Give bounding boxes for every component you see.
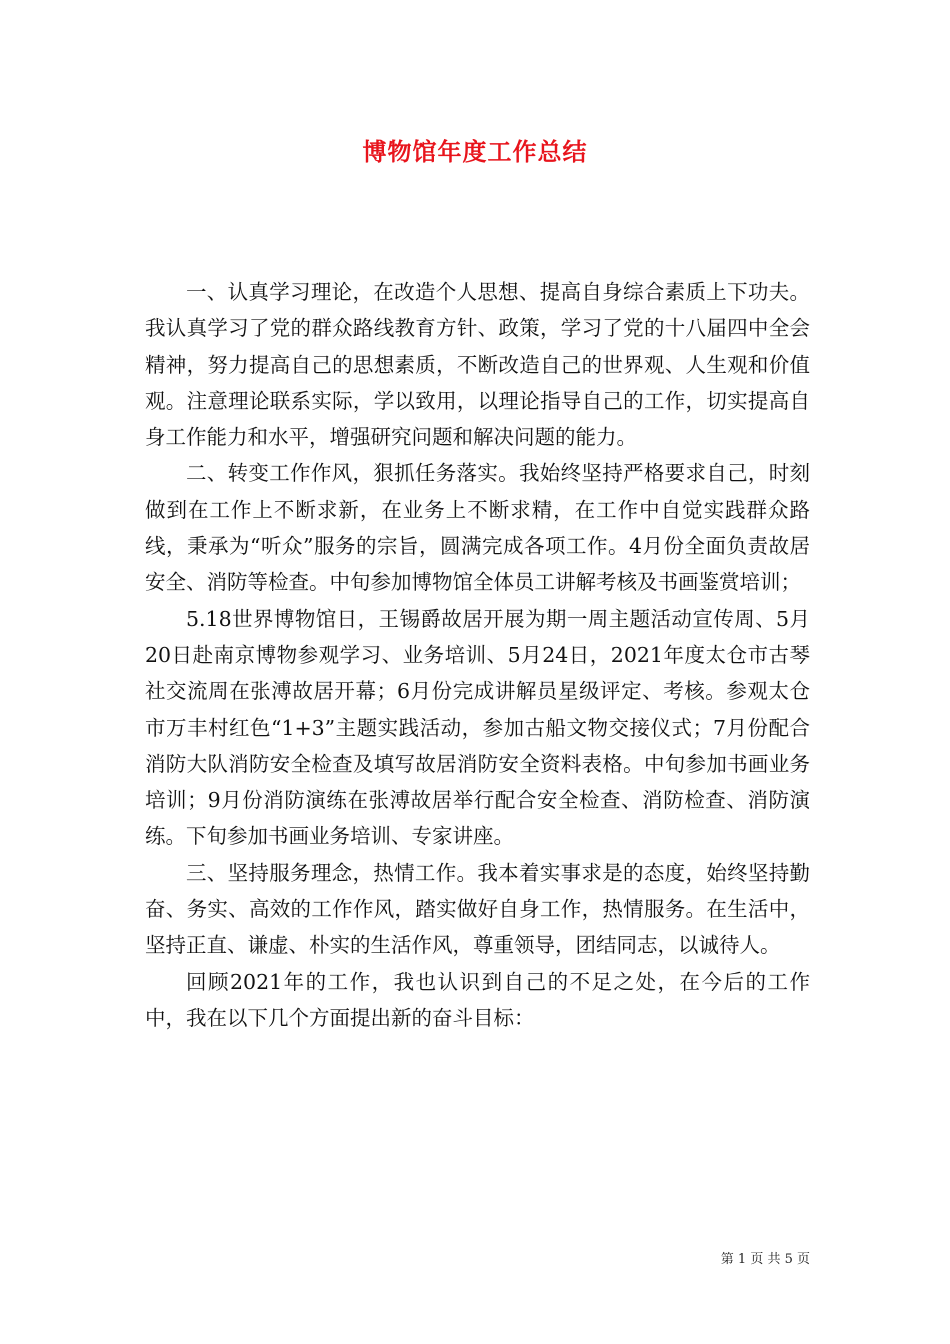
- paragraph-5: 回顾2021年的工作，我也认识到自己的不足之处，在今后的工作中，我在以下几个方面提出新的奋斗目标：: [145, 969, 810, 1030]
- page-number-footer: 第 1 页 共 5 页: [720, 1252, 810, 1267]
- document-title: 博物馆年度工作总结: [362, 137, 588, 166]
- paragraph-3: 5.18世界博物馆日，王锡爵故居开展为期一周主题活动宣传周、5月20日赴南京博物参观学习、业务培训、5月24日，2021年度太仓市古琴社交流周在张溥故居开幕；6月份完成讲解员星级评定、考核。参观太仓市万丰村红色“1+3”主题实践活动，参加古船文物交接仪式；7月份配合消防大队消防安全检查及填写故居消防安全资料表格。中旬参加书画业务培训；9月份消防演练在张溥故居举行配合安全检查、消防检查、消防演练。下旬参加书画业务培训、专家讲座。: [145, 606, 810, 849]
- paragraph-4: 三、坚持服务理念，热情工作。我本着实事求是的态度，始终坚持勤奋、务实、高效的工作作风，踏实做好自身工作，热情服务。在生活中，坚持正直、谦虚、朴实的生活作风，尊重领导，团结同志，以诚待人。: [145, 860, 810, 958]
- paragraph-1: 一、认真学习理论，在改造个人思想、提高自身综合素质上下功夫。我认真学习了党的群众路线教育方针、政策，学习了党的十八届四中全会精神，努力提高自己的思想素质，不断改造自己的世界观、人生观和价值观。注意理论联系实际，学以致用，以理论指导自己的工作，切实提高自身工作能力和水平，增强研究问题和解决问题的能力。: [145, 280, 810, 450]
- paragraph-2: 二、转变工作作风，狠抓任务落实。我始终坚持严格要求自己，时刻做到在工作上不断求新，在业务上不断求精，在工作中自觉实践群众路线，秉承为“听众”服务的宗旨，圆满完成各项工作。4月份全面负责故居安全、消防等检查。中旬参加博物馆全体员工讲解考核及书画鉴赏培训；: [145, 461, 810, 595]
- document-body: [145, 274, 810, 1036]
